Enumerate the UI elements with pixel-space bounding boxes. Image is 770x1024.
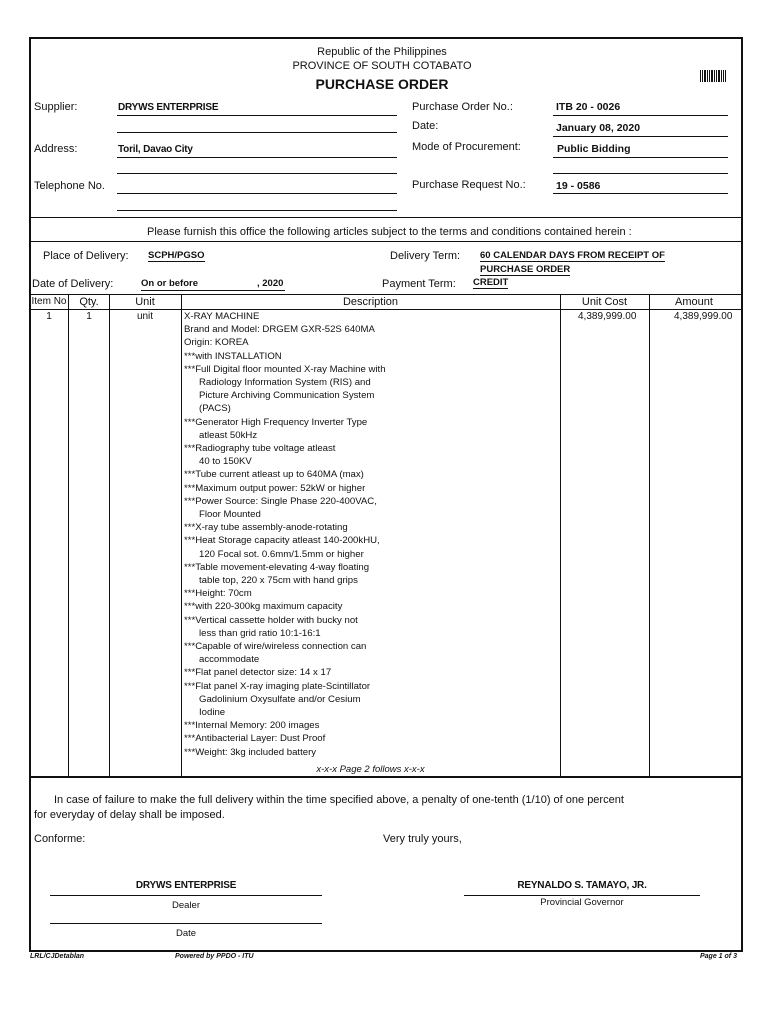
mode-underline-2 — [553, 173, 728, 174]
dealer-label: Dealer — [172, 900, 200, 911]
description-line: ***Flat panel X-ray imaging plate-Scintillator — [184, 680, 371, 692]
supplier-label: Supplier: — [34, 101, 78, 113]
delivery-term-value-1: 60 CALENDAR DAYS FROM RECEIPT OF — [480, 250, 665, 261]
description-line: ***Internal Memory: 200 images — [184, 720, 320, 732]
description-line: table top, 220 x 75cm with hand grips — [199, 575, 358, 586]
date-of-delivery-label: Date of Delivery: — [32, 278, 114, 290]
description-line: ***Table movement-elevating 4-way floating — [184, 561, 370, 573]
date-underline — [553, 136, 728, 137]
description-line: ***Flat panel detector size: 14 x 17 — [184, 667, 332, 679]
instruction-text: Please furnish this office the following articles subject to the terms and conditions contained herein : — [147, 226, 632, 238]
description-line: Floor Mounted — [199, 509, 261, 520]
description-line: ***with 220-300kg maximum capacity — [184, 601, 343, 613]
description-line: 120 Focal sot. 0.6mm/1.5mm or higher — [199, 548, 364, 560]
col-divider-4 — [560, 294, 561, 776]
address-label: Address: — [34, 143, 78, 155]
delivery-term-value-2: PURCHASE ORDER — [480, 264, 571, 275]
table-header-top — [29, 294, 741, 295]
address-value: Toril, Davao City — [118, 144, 193, 155]
supplier-value: DRYWS ENTERPRISE — [118, 102, 219, 113]
section-divider — [29, 217, 741, 218]
description-line: Picture Archiving Communication System — [199, 390, 375, 402]
continuation-note: x-x-x Page 2 follows x-x-x — [316, 764, 425, 775]
description-line: ***Height: 70cm — [184, 588, 252, 600]
instruction-divider — [29, 241, 741, 242]
po-number-label: Purchase Order No.: — [412, 101, 513, 113]
powered-by-text: Powered by PPDO - ITU — [175, 953, 254, 960]
telephone-label: Telephone No. — [34, 180, 105, 192]
row-amount: 4,389,999.00 — [674, 311, 733, 322]
signatory-name: REYNALDO S. TAMAYO, JR. — [517, 880, 647, 891]
address-underline — [117, 157, 397, 158]
address-underline-2 — [117, 173, 397, 174]
row-qty: 1 — [86, 311, 92, 322]
pr-number-label: Purchase Request No.: — [412, 179, 526, 191]
supplier-underline-2 — [117, 132, 397, 133]
description-line: ***X-ray tube assembly-anode-rotating — [184, 522, 348, 534]
supplier-underline — [117, 115, 397, 116]
barcode-icon — [700, 70, 726, 82]
description-line: less than grid ratio 10:1-16:1 — [199, 627, 321, 639]
po-number-value: ITB 20 - 0026 — [556, 101, 621, 113]
page-title: PURCHASE ORDER — [315, 76, 449, 92]
date-label: Date: — [412, 120, 439, 132]
telephone-underline-2 — [117, 210, 397, 211]
page-number: Page 1 of 3 — [700, 953, 737, 960]
header-description: Description — [342, 296, 399, 308]
description-line: atleast 50kHz — [199, 429, 258, 441]
col-divider-3 — [181, 294, 182, 776]
description-line: ***Heat Storage capacity atleast 140-200kHU, — [184, 535, 380, 547]
col-divider-1 — [68, 294, 69, 776]
footer-date-label: Date — [175, 928, 197, 939]
description-line: (PACS) — [199, 403, 231, 415]
header-unit: Unit — [135, 296, 155, 308]
mode-underline — [553, 157, 728, 158]
dealer-name: DRYWS ENTERPRISE — [135, 880, 237, 891]
col-divider-2 — [109, 294, 110, 776]
description-line: ***Full Digital floor mounted X-ray Machine with — [184, 363, 386, 375]
row-item-no: 1 — [46, 311, 52, 322]
date-value: January 08, 2020 — [556, 122, 641, 134]
pr-number-value: 19 - 0586 — [556, 180, 601, 192]
description-line: Iodine — [199, 707, 226, 718]
header-amount: Amount — [675, 296, 713, 308]
pr-number-underline — [553, 193, 728, 194]
header-qty: Qty. — [79, 296, 99, 308]
description-line: X-RAY MACHINE — [184, 311, 260, 322]
po-number-underline — [553, 115, 728, 116]
date-of-delivery-underline — [141, 290, 285, 291]
mode-value: Public Bidding — [557, 143, 631, 155]
signatory-title: Provincial Governor — [540, 897, 624, 908]
signatory-signature-line — [464, 895, 700, 896]
place-of-delivery-label: Place of Delivery: — [43, 250, 129, 262]
payment-term-label: Payment Term: — [382, 278, 456, 290]
delivery-term-label: Delivery Term: — [390, 250, 461, 262]
description-line: ***Antibacterial Layer: Dust Proof — [184, 733, 326, 745]
closing-text: Very truly yours, — [383, 833, 462, 845]
date-of-delivery-value-2: , 2020 — [257, 278, 284, 289]
description-line: ***Generator High Frequency Inverter Type — [184, 416, 368, 428]
prepared-by-code: LRL/CJDetablan — [30, 953, 85, 960]
description-line: accommodate — [199, 654, 260, 666]
telephone-underline — [117, 193, 397, 194]
description-line: ***Vertical cassette holder with bucky not — [184, 614, 358, 626]
header-item-no: Item No — [31, 296, 67, 307]
header-unit-cost: Unit Cost — [581, 296, 628, 308]
conforme-label: Conforme: — [34, 833, 86, 845]
description-line: ***with INSTALLATION — [184, 350, 282, 362]
description-line: ***Tube current atleast up to 640MA (max) — [184, 469, 364, 481]
penalty-text-1: In case of failure to make the full delivery within the time specified above, a penalty of one-tenth (1/10) of one percent — [54, 794, 624, 806]
description-line: ***Capable of wire/wireless connection can — [184, 641, 367, 652]
row-unit: unit — [136, 311, 154, 322]
dealer-signature-line — [50, 895, 322, 896]
date-signature-line — [50, 923, 322, 924]
description-line: Origin: KOREA — [184, 337, 249, 349]
description-line: 40 to 150KV — [199, 456, 252, 468]
place-of-delivery-value: SCPH/PGSO — [148, 250, 205, 261]
row-unit-cost: 4,389,999.00 — [578, 311, 637, 322]
mode-label: Mode of Procurement: — [412, 141, 521, 153]
province-heading: PROVINCE OF SOUTH COTABATO — [292, 60, 472, 72]
payment-term-value: CREDIT — [473, 277, 509, 288]
description-line: Radiology Information System (RIS) and — [199, 377, 371, 388]
republic-heading: Republic of the Philippines — [317, 46, 447, 58]
penalty-text-2: for everyday of delay shall be imposed. — [34, 809, 225, 821]
description-line: ***Power Source: Single Phase 220-400VAC, — [184, 495, 377, 507]
description-line: ***Maximum output power: 52kW or higher — [184, 482, 366, 494]
description-line: Brand and Model: DRGEM GXR-52S 640MA — [184, 324, 375, 336]
table-header-bottom — [29, 309, 741, 310]
description-line: Gadolinium Oxysulfate and/or Cesium — [199, 693, 361, 705]
description-line: ***Weight: 3kg included battery — [184, 746, 317, 758]
description-line: ***Radiography tube voltage atleast — [184, 443, 336, 454]
date-of-delivery-value-1: On or before — [141, 278, 199, 289]
col-divider-5 — [649, 294, 650, 776]
